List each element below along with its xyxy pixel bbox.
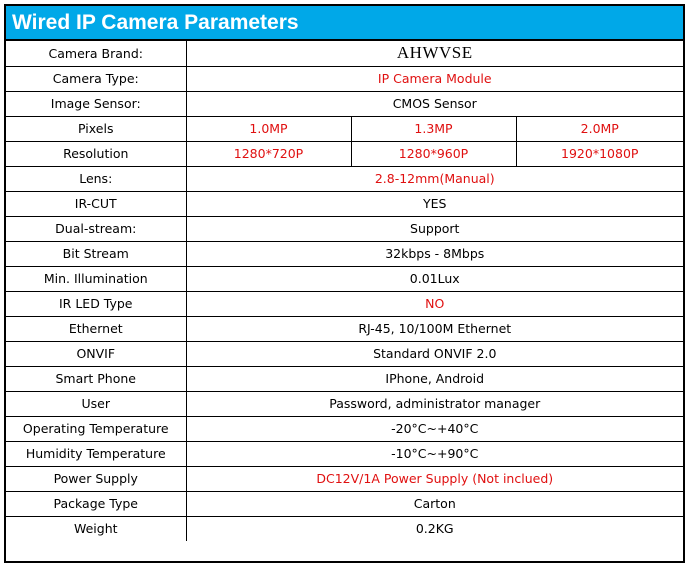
row-label: Bit Stream [6, 241, 186, 266]
row-label: Smart Phone [6, 366, 186, 391]
row-value: 32kbps - 8Mbps [186, 241, 683, 266]
row-label: Image Sensor: [6, 91, 186, 116]
row-label: Camera Type: [6, 66, 186, 91]
row-value: 2.0MP [516, 116, 683, 141]
row-value: RJ-45, 10/100M Ethernet [186, 316, 683, 341]
table-row [6, 341, 683, 366]
page-title: Wired IP Camera Parameters [12, 10, 299, 34]
parameters-table [6, 41, 683, 541]
row-label: Min. Illumination [6, 266, 186, 291]
table-row [6, 291, 683, 316]
row-value: 1280*960P [351, 141, 516, 166]
row-value: CMOS Sensor [186, 91, 683, 116]
row-label: Power Supply [6, 466, 186, 491]
row-label: Ethernet [6, 316, 186, 341]
table-row [6, 66, 683, 91]
row-value: -10°C~+90°C [186, 441, 683, 466]
table-row [6, 466, 683, 491]
row-value: 0.2KG [186, 516, 683, 541]
row-value: Standard ONVIF 2.0 [186, 341, 683, 366]
table-row [6, 191, 683, 216]
row-value: 1.0MP [186, 116, 351, 141]
row-value: 2.8-12mm(Manual) [186, 166, 683, 191]
row-value: Password, administrator manager [186, 391, 683, 416]
table-row [6, 41, 683, 66]
table-row [6, 316, 683, 341]
table-row [6, 216, 683, 241]
row-value: -20°C~+40°C [186, 416, 683, 441]
row-label: ONVIF [6, 341, 186, 366]
row-value: AHWVSE [186, 41, 683, 66]
row-label: Operating Temperature [6, 416, 186, 441]
row-label: IR-CUT [6, 191, 186, 216]
row-value: 1920*1080P [516, 141, 683, 166]
table-row [6, 116, 683, 141]
row-label: Camera Brand: [6, 41, 186, 66]
table-row [6, 166, 683, 191]
row-value: YES [186, 191, 683, 216]
row-label: Humidity Temperature [6, 441, 186, 466]
title-bar [6, 6, 683, 41]
row-value: 1.3MP [351, 116, 516, 141]
table-row [6, 141, 683, 166]
row-label: Weight [6, 516, 186, 541]
row-value: NO [186, 291, 683, 316]
row-label: IR LED Type [6, 291, 186, 316]
row-label: Lens: [6, 166, 186, 191]
row-label: Dual-stream: [6, 216, 186, 241]
table-row [6, 91, 683, 116]
table-row [6, 491, 683, 516]
row-value: IPhone, Android [186, 366, 683, 391]
table-row [6, 366, 683, 391]
table-row [6, 441, 683, 466]
table-row [6, 391, 683, 416]
table-row [6, 416, 683, 441]
table-row [6, 516, 683, 541]
row-value: Support [186, 216, 683, 241]
row-value: IP Camera Module [186, 66, 683, 91]
table-row [6, 241, 683, 266]
row-value: 0.01Lux [186, 266, 683, 291]
row-value: DC12V/1A Power Supply (Not inclued) [186, 466, 683, 491]
row-value: Carton [186, 491, 683, 516]
row-value: 1280*720P [186, 141, 351, 166]
row-label: Resolution [6, 141, 186, 166]
table-row [6, 266, 683, 291]
row-label: Pixels [6, 116, 186, 141]
spec-sheet [4, 4, 685, 563]
row-label: Package Type [6, 491, 186, 516]
row-label: User [6, 391, 186, 416]
